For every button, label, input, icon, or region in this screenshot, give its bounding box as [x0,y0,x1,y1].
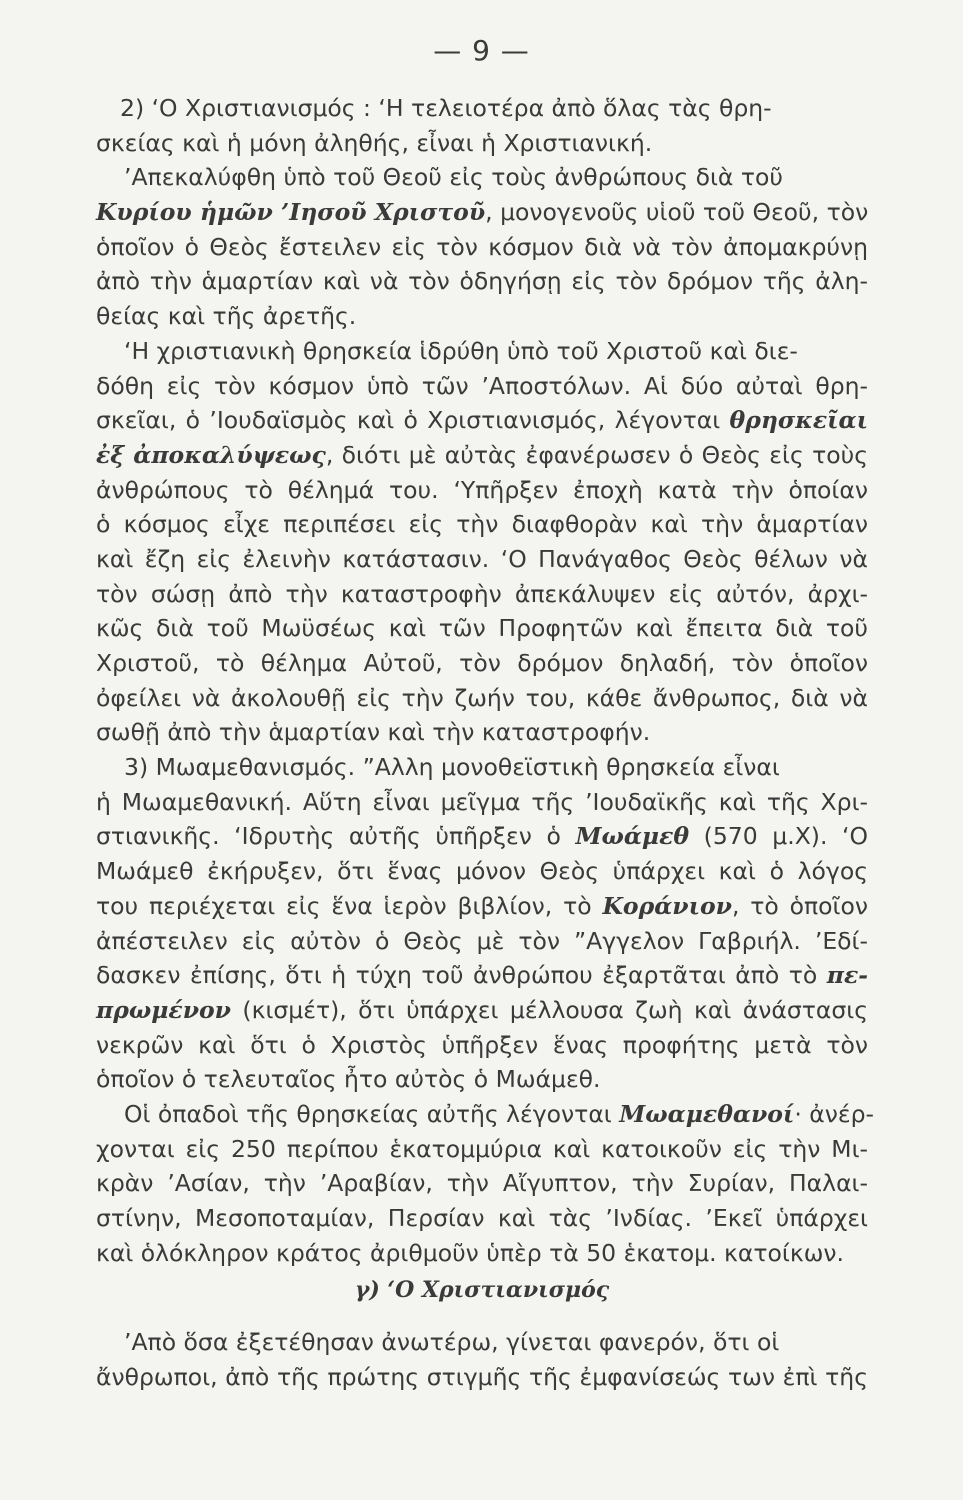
text-line [96,334,868,369]
text-line [96,91,868,126]
line-text: καὶ ἔζη εἰς ἐλεινὴν κατάστασιν. ‘Ο Πανάγαθος Θεὸς θέλων νὰ [96,544,868,573]
text-line [96,264,868,299]
line-text: σωθῇ ἀπὸ τὴν ἁμαρτίαν καὶ τὴν καταστροφήν. [96,718,651,747]
line-text: (κισμέτ), ὅτι ὑπάρχει μέλλουσα ζωὴ καὶ ἀνάστασις [230,995,868,1024]
line-text: ’Απὸ ὅσα ἐξετέθησαν ἀνωτέρω, γίνεται φανερόν, ὅτι οἱ [124,1328,780,1357]
line-text: ἄνθρωποι, ἀπὸ τῆς πρώτης στιγμῆς τῆς ἐμφανίσεώς των ἐπὶ τῆς [96,1362,868,1391]
section-heading-text: γ) ‘Ο Χριστιανισμός [354,1277,610,1304]
line-text: (570 μ.Χ). ‘Ο [689,822,868,851]
text-line [96,507,868,542]
text-line [96,195,868,230]
text-line [96,577,868,612]
line-text: , μονογενοῦς υἱοῦ τοῦ Θεοῦ, τὸν [485,198,869,227]
text-line [96,993,868,1028]
line-text: , τὸ ὁποῖον [731,891,868,920]
text-line [96,1132,868,1167]
line-text: τὸν σώσῃ ἀπὸ τὴν καταστροφὴν ἀπεκάλυψεν εἰς αὐτόν, ἀρχι- [96,579,868,608]
text-line [96,403,868,438]
line-text: σκείας καὶ ἡ μόνη ἀληθής, εἶναι ἡ Χριστιανική. [96,128,653,157]
text-line [96,889,868,924]
line-text: δασκεν ἐπίσης, ὅτι ἡ τύχη τοῦ ἀνθρώπου ἐξαρτᾶται ἀπὸ τὸ [96,961,827,990]
text-line [96,715,868,750]
line-text: ὁποῖον ὁ τελευταῖος ἦτο αὐτὸς ὁ Μωάμεθ. [96,1065,601,1094]
line-text: στιανικῆς. ‘Ιδρυτὴς αὐτῆς ὑπῆρξεν ὁ [96,822,576,851]
line-text: ἀπέστειλεν εἰς αὐτὸν ὁ Θεὸς μὲ τὸν ”Αγγελον Γαβριήλ. ’Εδί- [96,926,868,955]
body-text [96,91,874,1394]
line-text: ‘Η χριστιανικὴ θρησκεία ἱδρύθη ὑπὸ τοῦ Χριστοῦ καὶ διε- [124,336,798,365]
page-number: — 9 — [433,34,530,67]
line-text: θείας καὶ τῆς ἀρετῆς. [96,302,357,331]
text-line [96,854,868,889]
line-text: του περιέχεται εἰς ἕνα ἱερὸν βιβλίον, τὸ [96,891,603,920]
emphasized-text: Κοράνιον [602,891,732,920]
main-paragraphs [96,91,874,1270]
line-text: Μωάμεθ ἐκήρυξεν, ὅτι ἕνας μόνον Θεὸς ὑπάρχει καὶ ὁ λόγος [96,857,868,886]
emphasized-text: Κυρίου ἡμῶν ’Ιησοῦ Χριστοῦ [96,198,486,227]
line-text: ἀπὸ τὴν ἁμαρτίαν καὶ νὰ τὸν ὁδηγήσῃ εἰς τὸν δρόμον τῆς ἀλη- [96,267,868,296]
text-line [96,1097,874,1132]
text-line [96,958,868,993]
closing-paragraph [96,1325,868,1394]
text-line [96,473,868,508]
line-text: ὁποῖον ὁ Θεὸς ἔστειλεν εἰς τὸν κόσμον διὰ νὰ τὸν ἀπομακρύνῃ [96,232,868,261]
line-text: 3) Μωαμεθανισμός. ”Αλλη μονοθεϊστικὴ θρησκεία εἶναι [124,753,780,782]
text-line [96,1028,868,1063]
text-line [96,299,868,334]
text-line [96,126,868,161]
line-text: ἀνθρώπους τὸ θέλημά του. ‘Υπῆρξεν ἐποχὴ κατὰ τὴν ὁποίαν [96,475,868,504]
line-text: Οἱ ὀπαδοὶ τῆς θρησκείας αὐτῆς λέγονται [124,1099,620,1128]
text-line [96,1166,868,1201]
text-line [96,646,868,681]
text-line [96,611,868,646]
line-text: καὶ ὁλόκληρον κράτος ἀριθμοῦν ὑπὲρ τὰ 50 ἑκατομ. κατοίκων. [96,1238,844,1267]
line-text: σκεῖαι, ὁ ’Ιουδαϊσμὸς καὶ ὁ Χριστιανισμός, λέγονται [96,406,730,435]
line-text: ’Απεκαλύφθη ὑπὸ τοῦ Θεοῦ εἰς τοὺς ἀνθρώπους διὰ τοῦ [124,163,784,192]
text-line [96,924,868,959]
emphasized-text: Μωαμεθανοί [619,1099,795,1128]
line-text: Χριστοῦ, τὸ θέλημα Αὐτοῦ, τὸν δρόμον δηλαδή, τὸν ὁποῖον [96,649,868,677]
emphasized-text: πρωμένον [96,995,231,1024]
text-line [96,1236,868,1271]
text-line [96,1062,868,1097]
text-line [96,750,868,785]
line-text: 2) ‘Ο Χριστιανισμός : ‘Η τελειοτέρα ἀπὸ ὅλας τὰς θρη- [120,94,772,122]
text-line [96,230,868,265]
text-line [96,1201,868,1236]
text-line [96,542,868,577]
text-line [96,681,868,716]
line-text: ἡ Μωαμεθανική. Αὕτη εἶναι μεῖγμα τῆς ’Ιουδαϊκῆς καὶ τῆς Χρι- [96,787,868,816]
emphasized-text: πε- [826,961,868,990]
line-text: ὀφείλει νὰ ἀκολουθῇ εἰς τὴν ζωήν του, κάθε ἄνθρωπος, διὰ νὰ [96,683,868,712]
line-text: , διότι μὲ αὐτὰς ἐφανέρωσεν ὁ Θεὸς εἰς τοὺς [325,440,869,469]
line-text: δόθη εἰς τὸν κόσμον ὑπὸ τῶν ’Αποστόλων. Αἱ δύο αὐταὶ θρη- [96,371,868,400]
section-heading [96,1272,868,1307]
text-line [96,438,868,473]
line-text: στίνην, Μεσοποταμίαν, Περσίαν καὶ τὰς ’Ινδίας. ’Εκεῖ ὑπάρχει [96,1204,868,1232]
emphasized-text: θρησκεῖαι [729,406,868,435]
line-text: χονται εἰς 250 περίπου ἑκατομμύρια καὶ κατοικοῦν εἰς τὴν Μι- [96,1134,868,1163]
line-text: νεκρῶν καὶ ὅτι ὁ Χριστὸς ὑπῆρξεν ἕνας προφήτης μετὰ τὸν [96,1030,868,1059]
text-line [96,819,868,854]
spacer [96,1307,868,1325]
line-text: · ἀνέρ- [794,1099,874,1128]
text-line [96,785,868,820]
line-text: κρὰν ’Ασίαν, τὴν ’Αραβίαν, τὴν Αἴγυπτον, τὴν Συρίαν, Παλαι- [96,1169,868,1198]
text-line [96,160,868,195]
line-text: κῶς διὰ τοῦ Μωϋσέως καὶ τῶν Προφητῶν καὶ ἔπειτα διὰ τοῦ [96,614,868,643]
emphasized-text: Μωάμεθ [575,822,690,851]
line-text: ὁ κόσμος εἶχε περιπέσει εἰς τὴν διαφθορὰν καὶ τὴν ἁμαρτίαν [96,510,868,539]
text-line [96,1325,868,1360]
emphasized-text: ἐξ ἀποκαλύψεως [96,440,326,469]
text-line [96,1360,868,1395]
text-line [96,369,868,404]
